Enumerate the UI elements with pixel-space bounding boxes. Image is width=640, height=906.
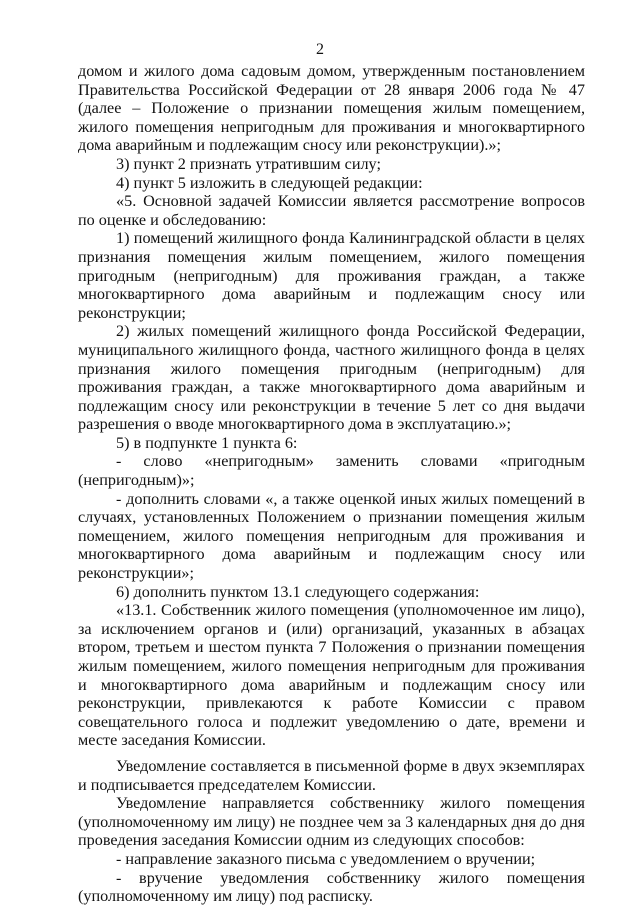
paragraph-item-4: 4) пункт 5 изложить в следующей редакции:	[116, 173, 423, 192]
page-number: 2	[316, 41, 324, 58]
paragraph-dash-handover: - вручение уведомления собственнику жилого помещения (уполномоченному им лицу) под расписку.	[78, 868, 585, 906]
paragraph-notice-form: Уведомление составляется в письменной форме в двух экземплярах и подписывается председателем Комиссии.	[78, 756, 585, 794]
paragraph-clause-5: «5. Основной задачей Комиссии является рассмотрение вопросов по оценке и обследованию:	[78, 192, 585, 229]
paragraph-continuation: домом и жилого дома садовым домом, утвержденным постановлением Правительства Российской Федерации от 28 января 2006 года № 47 (далее – Положение о признании помещения жилым помещением, жилого помещения непригодным для проживания и многоквартирного дома аварийным и подлежащим сносу или реконструкции).»;	[78, 62, 585, 155]
paragraph-item-5: 5) в подпункте 1 пункта 6:	[116, 433, 298, 452]
paragraph-clause-13-1: «13.1. Собственник жилого помещения (уполномоченное им лицо), за исключением органов и (или) организаций, указанных в абзацах втором, третьем и шестом пункта 7 Положения о признании помещения жилым помещением, жилого помещения непригодным для проживания и многоквартирного дома аварийным и подлежащим сносу или реконструкции, привлекаются к работе Комиссии с правом совещательного голоса и подлежит уведомлению о дате, времени и месте заседания Комиссии.	[78, 601, 585, 750]
paragraph-notice-delivery: Уведомление направляется собственнику жилого помещения (уполномоченному им лицу) не позднее чем за 3 календарных дня до дня проведения заседания Комиссии одним из следующих способов:	[78, 794, 585, 850]
paragraph-item-3: 3) пункт 2 признать утратившим силу;	[116, 154, 381, 173]
paragraph-dash-supplement: - дополнить словами «, а также оценкой иных жилых помещений в случаях, установленных Положением о признании помещения жилым помещением, жилого помещения непригодным для проживания и многоквартирного дома аварийным и подлежащим сносу или реконструкции»;	[78, 489, 585, 583]
document-body	[78, 62, 585, 906]
paragraph-subclause-1: 1) помещений жилищного фонда Калининградской области в целях признания помещения жилым помещением, жилого помещения пригодным (непригодным) для проживания граждан, а также многоквартирного дома аварийным и подлежащим сносу или реконструкции;	[78, 229, 585, 322]
paragraph-dash-replace: - слово «непригодным» заменить словами «пригодным (непригодным)»;	[78, 452, 585, 490]
paragraph-item-6: 6) дополнить пунктом 13.1 следующего содержания:	[116, 582, 480, 601]
paragraph-subclause-2: 2) жилых помещений жилищного фонда Российской Федерации, муниципального жилищного фонда, частного жилищного фонда в целях признания жилого помещения пригодным (непригодным) для проживания граждан, а также многоквартирного дома аварийным и подлежащим сносу или реконструкции в течение 5 лет со дня выдачи разрешения о вводе многоквартирного дома в эксплуатацию.»;	[78, 322, 585, 434]
paragraph-dash-registered-mail: - направление заказного письма с уведомлением о вручении;	[116, 849, 536, 868]
